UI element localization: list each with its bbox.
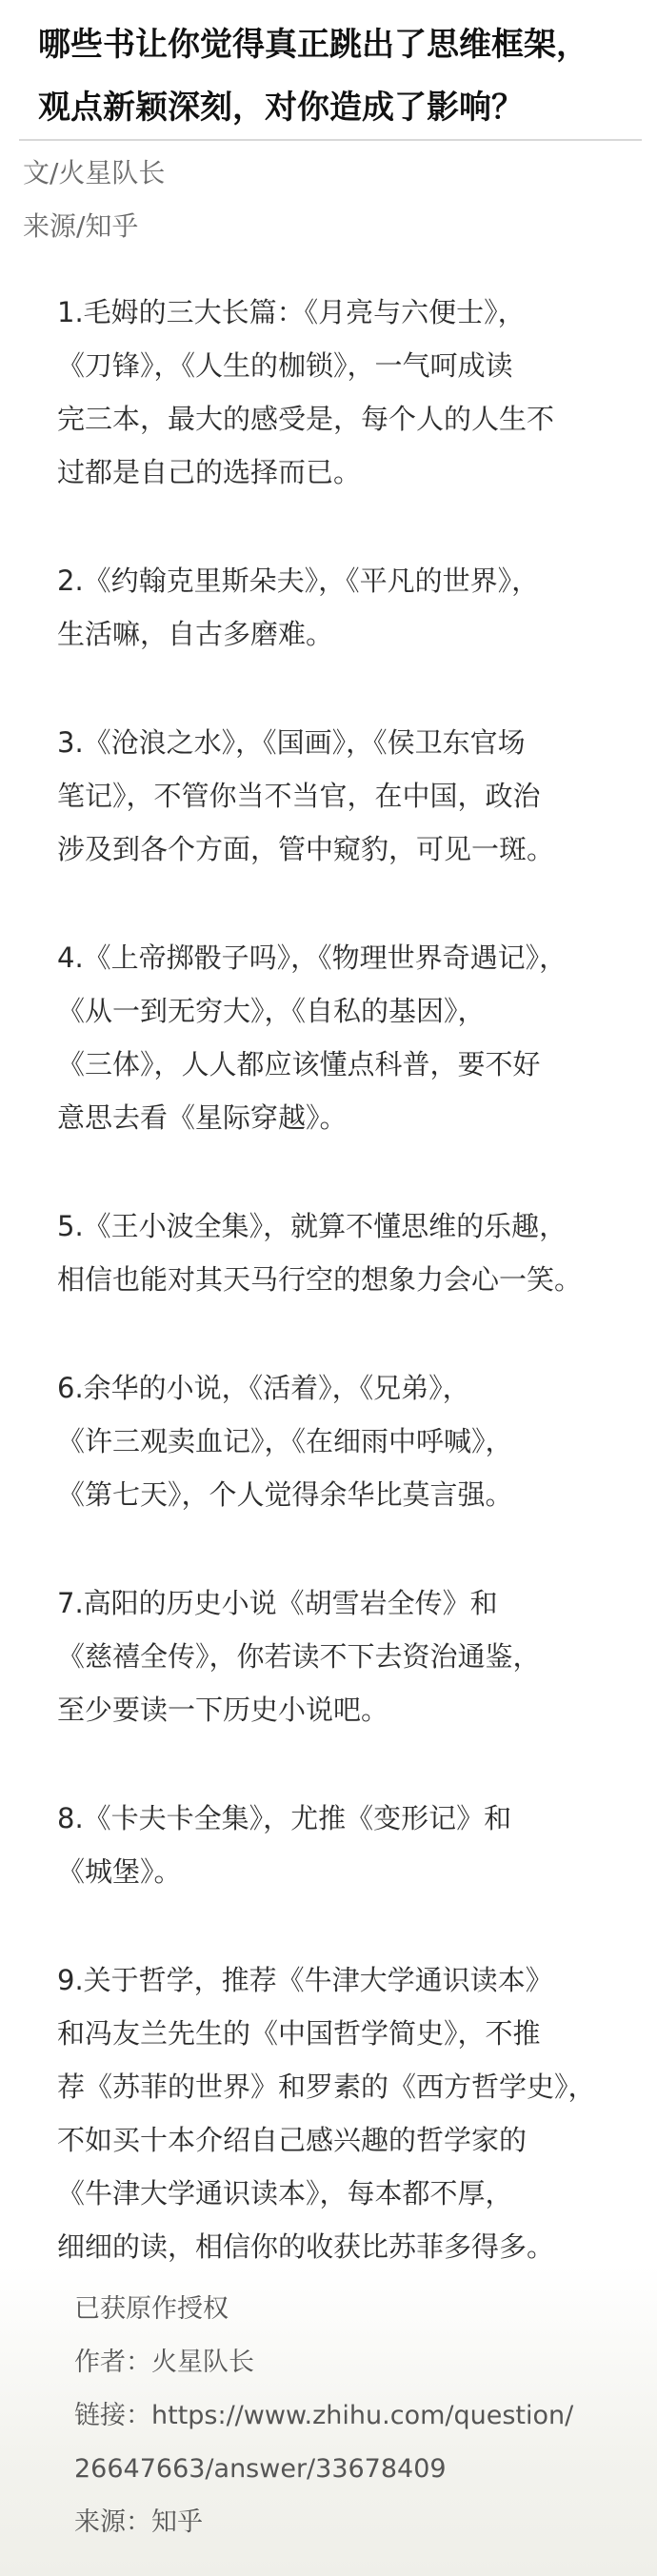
paragraph-line: 7.高阳的历史小说《胡雪岩全传》和 bbox=[57, 1587, 498, 1619]
paragraph-line: 1.毛姆的三大长篇：《月亮与六便士》， bbox=[57, 296, 526, 328]
paragraph-line: 荐《苏菲的世界》和罗素的《西方哲学史》， bbox=[57, 2071, 596, 2103]
paragraph-line: 《许三观卖血记》，《在细雨中呼喊》， bbox=[57, 1425, 513, 1457]
footer-source: 来源：知乎 bbox=[74, 2507, 203, 2537]
attribution-footer bbox=[0, 2266, 657, 2576]
paragraph-line: 4.《上帝掷骰子吗》，《物理世界奇遇记》， bbox=[57, 941, 567, 974]
paragraph-line: 相信也能对其天马行空的想象力会心一笑。 bbox=[57, 1263, 583, 1296]
paragraph-line: 笔记》，不管你当不当官，在中国，政治 bbox=[57, 780, 541, 812]
paragraph-line: 6.余华的小说，《活着》，《兄弟》， bbox=[57, 1372, 470, 1404]
paragraph-line: 完三本，最大的感受是，每个人的人生不 bbox=[57, 403, 555, 435]
book-paragraph-7 bbox=[57, 1576, 647, 1736]
paragraph-line: 《慈禧全传》，你若读不下去资治通鉴， bbox=[57, 1640, 541, 1673]
footer-link-line-1[interactable]: 链接：https://www.zhihu.com/question/ bbox=[74, 2401, 574, 2430]
paragraph-line: 2.《约翰克里斯朵夫》，《平凡的世界》， bbox=[57, 565, 540, 597]
paragraph-line: 《牛津大学通识读本》，每本都不厚， bbox=[57, 2177, 513, 2209]
paragraph-line: 8.《卡夫卡全集》，尤推《变形记》和 bbox=[57, 1802, 512, 1834]
paragraph-line: 和冯友兰先生的《中国哲学简史》，不推 bbox=[57, 2017, 541, 2050]
paragraph-line: 《从一到无穷大》，《自私的基因》， bbox=[57, 995, 486, 1027]
book-paragraph-8 bbox=[57, 1792, 647, 1898]
paragraph-line: 细细的读，相信你的收获比苏菲多得多。 bbox=[57, 2230, 555, 2263]
book-paragraph-5 bbox=[57, 1199, 647, 1306]
book-paragraph-1 bbox=[57, 286, 647, 499]
book-paragraph-9 bbox=[57, 1953, 647, 2273]
paragraph-line: 不如买十本介绍自己感兴趣的哲学家的 bbox=[57, 2124, 528, 2156]
paragraph-line: 《三体》，人人都应该懂点科普，要不好 bbox=[57, 1048, 541, 1080]
article-title bbox=[38, 13, 647, 139]
article-body bbox=[57, 286, 647, 2328]
book-paragraph-4 bbox=[57, 931, 647, 1144]
book-paragraph-2 bbox=[57, 554, 647, 661]
paragraph-line: 生活嘛，自古多磨难。 bbox=[57, 618, 334, 650]
title-line-2: 观点新颖深刻，对你造成了影响？ bbox=[38, 89, 524, 127]
paragraph-line: 《刀锋》，《人生的枷锁》，一气呵成读 bbox=[57, 349, 513, 382]
footer-link-line-2[interactable]: 26647663/answer/33678409 bbox=[74, 2454, 447, 2484]
paragraph-line: 5.《王小波全集》，就算不懂思维的乐趣， bbox=[57, 1210, 567, 1242]
author-byline: 文/火星队长 bbox=[23, 157, 166, 188]
book-paragraph-6 bbox=[57, 1361, 647, 1521]
title-divider bbox=[19, 139, 642, 141]
source-byline: 来源/知乎 bbox=[23, 210, 139, 242]
paragraph-line: 过都是自己的选择而已。 bbox=[57, 456, 362, 488]
authorization-note: 已获原作授权 bbox=[74, 2294, 229, 2324]
paragraph-line: 至少要读一下历史小说吧。 bbox=[57, 1694, 389, 1726]
paragraph-line: 9.关于哲学，推荐《牛津大学通识读本》 bbox=[57, 1964, 553, 1996]
paragraph-line: 意思去看《星际穿越》。 bbox=[57, 1101, 348, 1134]
paragraph-line: 3.《沧浪之水》，《国画》，《侯卫东官场 bbox=[57, 726, 526, 759]
paragraph-line: 《第七天》，个人觉得余华比莫言强。 bbox=[57, 1478, 513, 1511]
paragraph-line: 《城堡》。 bbox=[57, 1855, 182, 1888]
book-paragraph-3 bbox=[57, 716, 647, 876]
title-line-1: 哪些书让你觉得真正跳出了思维框架， bbox=[38, 26, 588, 64]
paragraph-line: 涉及到各个方面，管中窥豹，可见一斑。 bbox=[57, 833, 555, 865]
footer-author: 作者：火星队长 bbox=[74, 2348, 254, 2377]
